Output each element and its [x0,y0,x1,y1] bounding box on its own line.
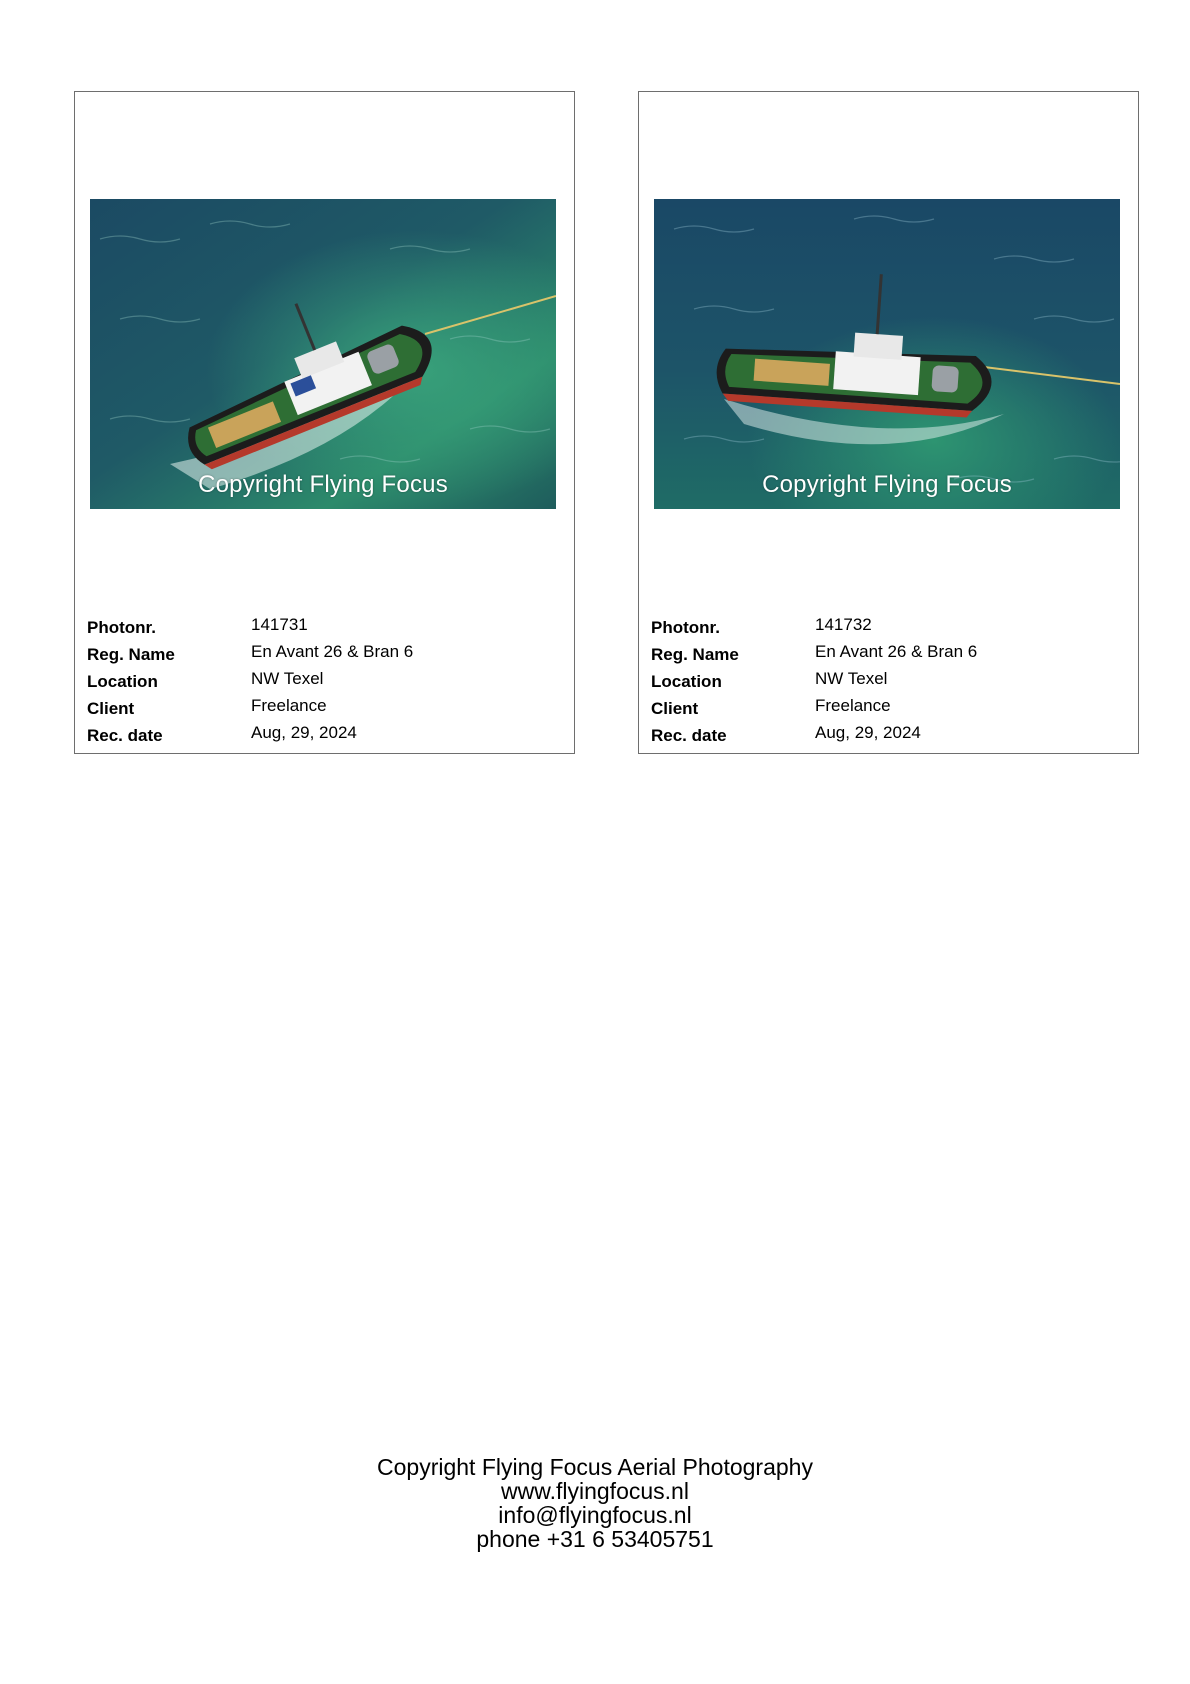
field-value: Freelance [815,696,891,715]
field-label: Rec. date [87,726,163,745]
field-value: Freelance [251,696,327,715]
field-value: En Avant 26 & Bran 6 [815,642,978,661]
field-label: Location [651,672,722,691]
metadata-row [87,694,557,721]
metadata-row [651,694,1121,721]
footer-email-link[interactable]: info@flyingfocus.nl [498,1502,692,1528]
photo-watermark: Copyright Flying Focus [198,471,448,498]
tugboat-photo [90,199,556,509]
photo-watermark: Copyright Flying Focus [762,471,1012,498]
photo-card [638,91,1139,754]
field-label: Client [651,699,699,718]
footer-phone: phone +31 6 53405751 [476,1526,714,1552]
field-label: Rec. date [651,726,727,745]
tugboat-aerial-image [654,199,1120,509]
metadata-row [651,640,1121,667]
metadata-row [87,721,557,748]
metadata-row [651,721,1121,748]
field-label: Photonr. [651,618,720,637]
metadata-row [87,667,557,694]
tugboat-photo [654,199,1120,509]
tugboat-aerial-image [90,199,556,509]
metadata-row [651,613,1121,640]
metadata-row [87,613,557,640]
field-value: Aug, 29, 2024 [251,723,357,742]
footer-copyright: Copyright Flying Focus Aerial Photography [377,1454,813,1480]
field-value: 141731 [251,615,308,634]
field-value: En Avant 26 & Bran 6 [251,642,414,661]
field-value: Aug, 29, 2024 [815,723,921,742]
metadata-row [651,667,1121,694]
field-label: Client [87,699,135,718]
field-value: NW Texel [815,669,888,688]
photo-metadata [651,613,1121,748]
field-value: NW Texel [251,669,324,688]
photo-card [74,91,575,754]
footer-contact [0,1455,1190,1551]
field-label: Reg. Name [87,645,175,664]
field-label: Location [87,672,158,691]
field-value: 141732 [815,615,872,634]
metadata-row [87,640,557,667]
field-label: Reg. Name [651,645,739,664]
photo-metadata [87,613,557,748]
field-label: Photonr. [87,618,156,637]
footer-website-link[interactable]: www.flyingfocus.nl [501,1478,689,1504]
